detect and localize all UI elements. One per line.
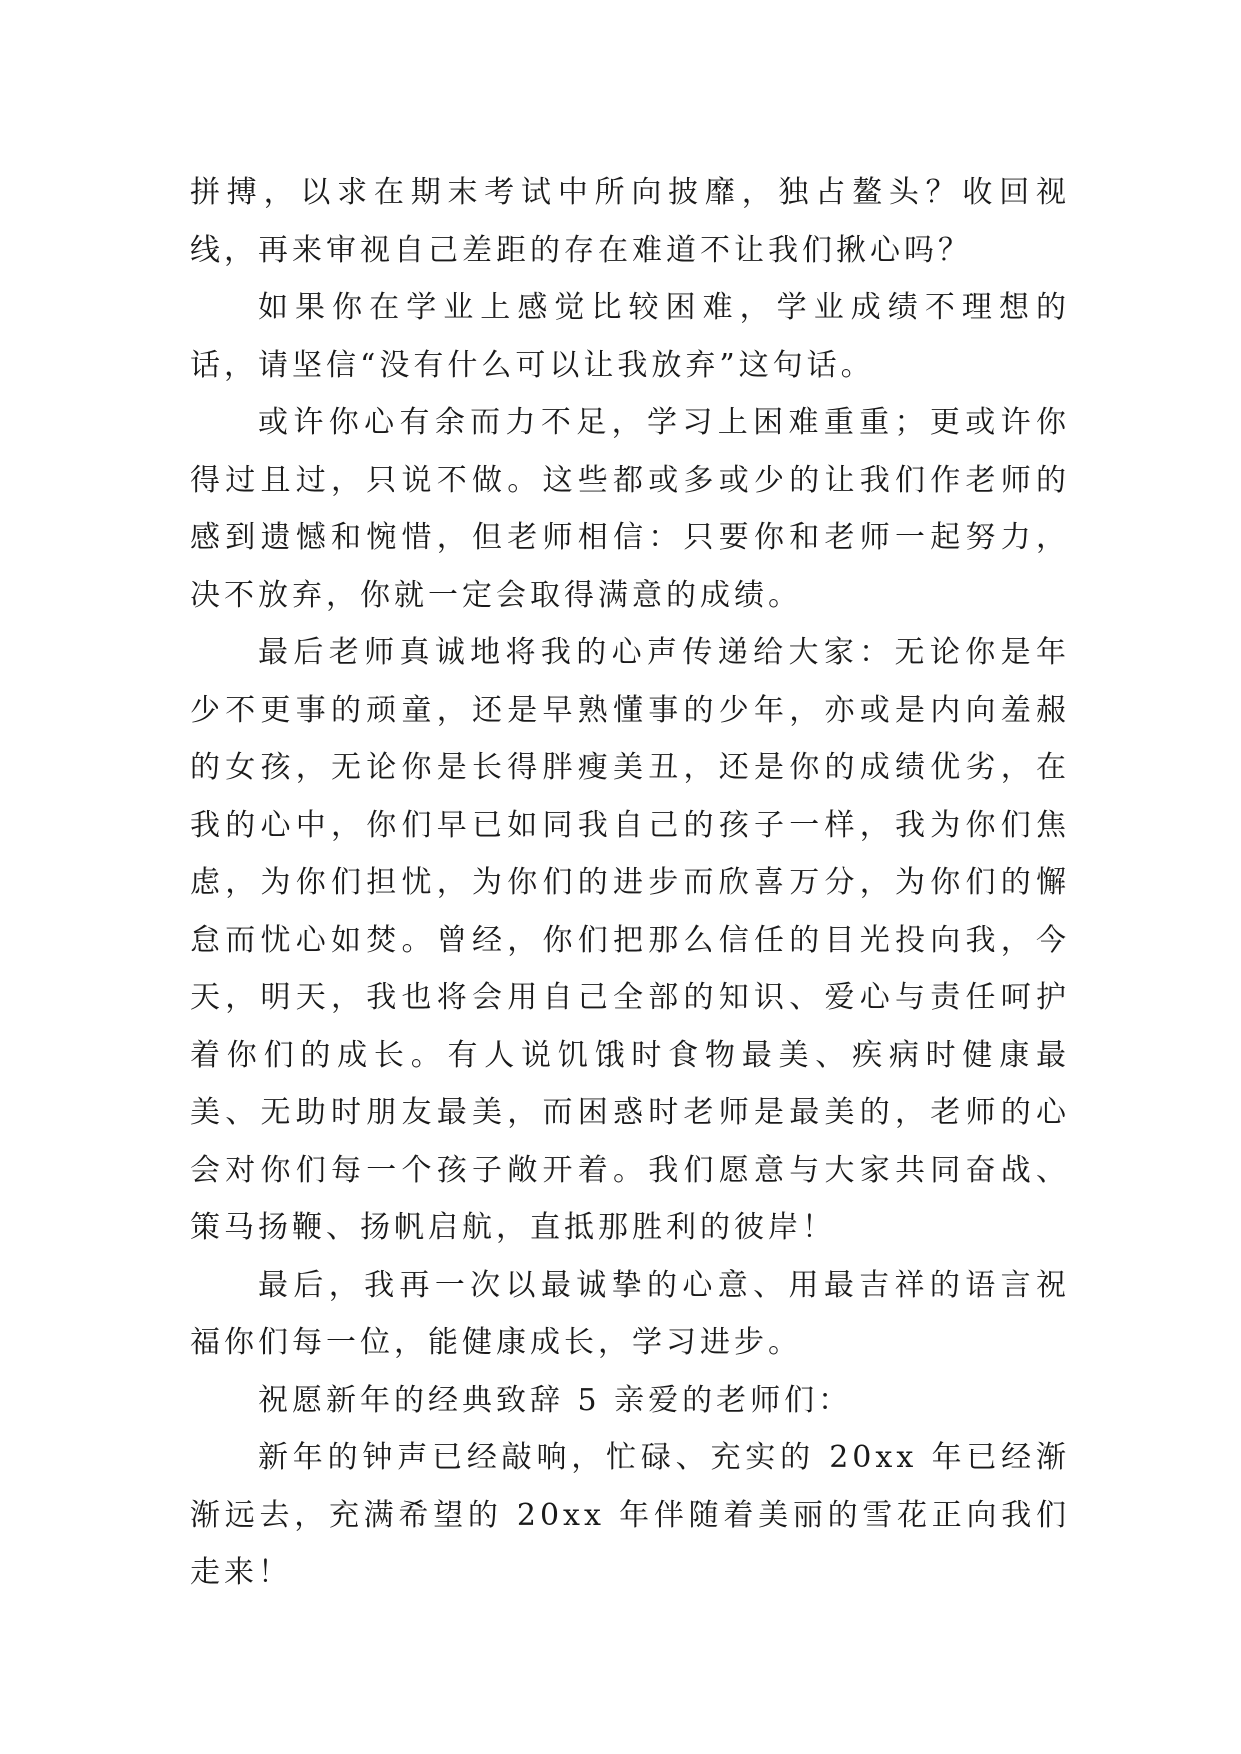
paragraph-4: 最后老师真诚地将我的心声传递给大家：无论你是年少不更事的顽童，还是早熟懂事的少年，亦或是内向羞赧的女孩，无论你是长得胖瘦美丑，还是你的成绩优劣，在我的心中，你们早已如同我自己的孩子一样，我为你们焦虑，为你们担忧，为你们的进步而欣喜万分，为你们的懈怠而忧心如焚。曾经，你们把那么信任的目光投向我，今天，明天，我也将会用自己全部的知识、爱心与责任呵护着你们的成长。有人说饥饿时食物最美、疾病时健康最美、无助时朋友最美，而困惑时老师是最美的，老师的心会对你们每一个孩子敞开着。我们愿意与大家共同奋战、策马扬鞭、扬帆启航，直抵那胜利的彼岸！ [190,635,1070,1245]
paragraph-2: 如果你在学业上感觉比较困难，学业成绩不理想的话，请坚信“没有什么可以让我放弃”这句话。 [190,290,1070,383]
paragraph-3: 或许你心有余而力不足，学习上困难重重；更或许你得过且过，只说不做。这些都或多或少的让我们作老师的感到遗憾和惋惜，但老师相信：只要你和老师一起努力，决不放弃，你就一定会取得满意的成绩。 [190,405,1070,613]
paragraph-7: 新年的钟声已经敲响，忙碌、充实的 20xx 年已经渐渐远去，充满希望的 20xx 年伴随着美丽的雪花正向我们走来！ [190,1440,1070,1590]
paragraph-5: 最后，我再一次以最诚挚的心意、用最吉祥的语言祝福你们每一位，能健康成长，学习进步。 [190,1267,1070,1360]
paragraph-1: 拼搏，以求在期末考试中所向披靡，独占鳌头？收回视线，再来审视自己差距的存在难道不让我们揪心吗？ [190,175,1070,268]
paragraph-6-heading: 祝愿新年的经典致辞 5 亲爱的老师们： [258,1382,853,1418]
document-body [190,164,1070,1602]
